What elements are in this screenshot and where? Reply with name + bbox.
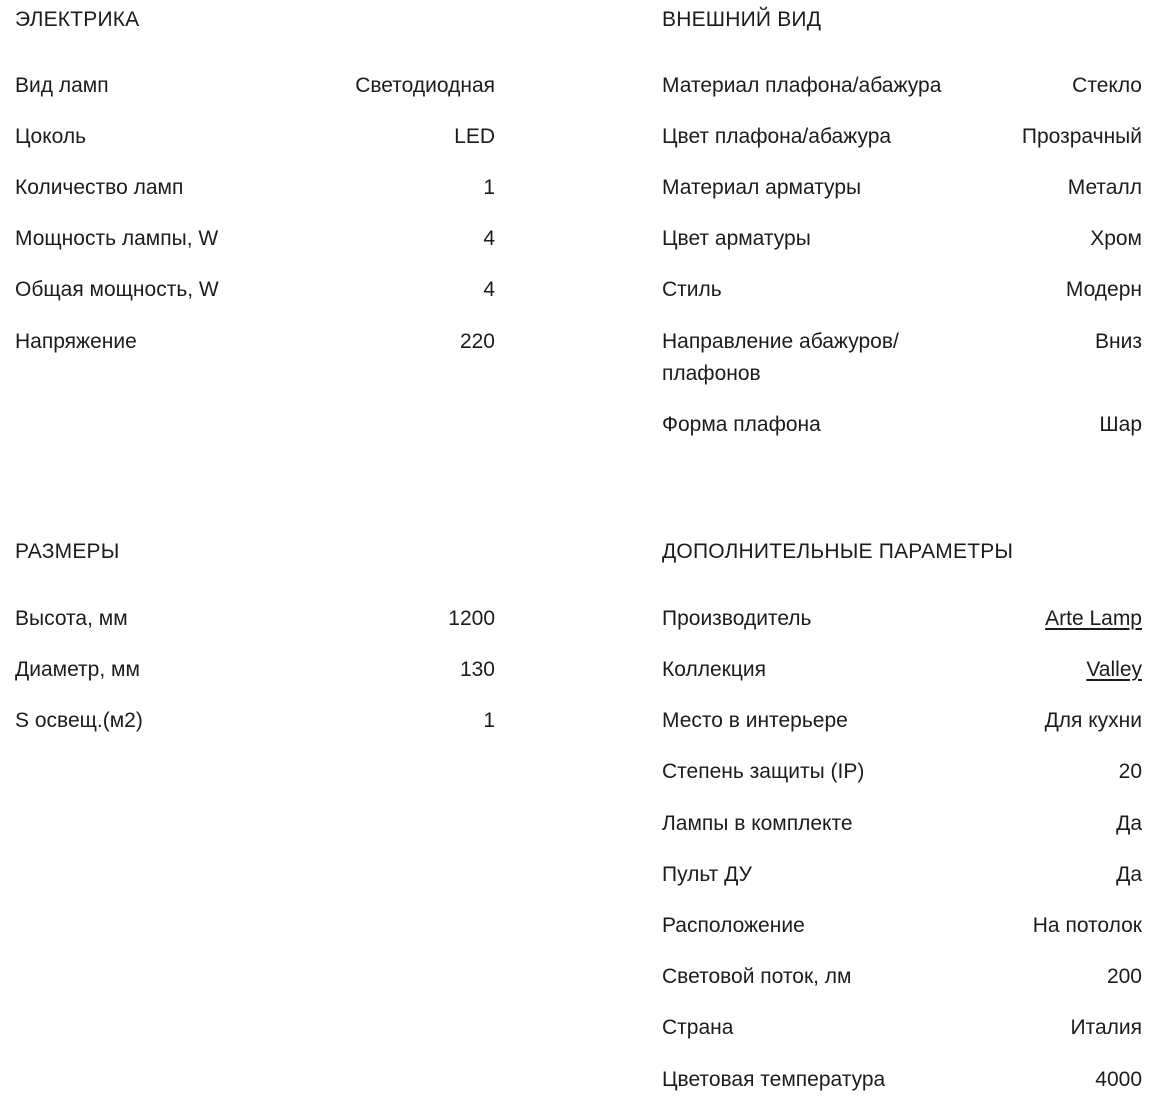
spec-label: Производитель [662,607,812,630]
spec-value: 4 [483,227,495,250]
spec-label: Цвет плафона/абажура [662,125,892,148]
spec-label: Высота, мм [15,607,128,630]
spec-label: Коллекция [662,658,766,681]
spec-label: Напряжение [15,330,137,353]
spec-value: Да [1116,812,1142,835]
spec-value: 200 [1106,965,1142,988]
spec-value: 4 [483,278,495,301]
spec-label: Страна [662,1016,734,1039]
spec-label: Направление абажуров/ плафонов [662,330,899,385]
spec-value: Италия [1070,1016,1142,1039]
spec-label: Цоколь [15,125,87,148]
spec-value: Металл [1067,176,1142,199]
collection-link[interactable]: Valley [1086,658,1142,681]
spec-value: Модерн [1065,278,1142,301]
spec-value: Шар [1099,413,1142,436]
spec-value: Светодиодная [355,74,495,97]
spec-value: 20 [1118,760,1142,783]
spec-value: LED [454,125,495,148]
spec-value: Прозрачный [1021,125,1142,148]
spec-value: Вниз [1095,330,1142,353]
spec-label: Диаметр, мм [15,658,140,681]
spec-label: Мощность лампы, W [15,227,219,250]
section-electrics [15,8,495,368]
spec-value: На потолок [1032,914,1142,937]
spec-label: Расположение [662,914,805,937]
spec-value: 130 [459,658,495,681]
section-title-electrics: ЭЛЕКТРИКА [15,8,140,31]
spec-value: 4000 [1095,1068,1142,1091]
spec-value: 1 [483,176,495,199]
spec-value: 1200 [448,607,495,630]
spec-value: Стекло [1072,74,1142,97]
spec-label: Общая мощность, W [15,278,219,301]
spec-value: Да [1116,863,1142,886]
spec-label: Количество ламп [15,176,184,199]
spec-label: Лампы в комплекте [662,812,853,835]
section-title-extra: ДОПОЛНИТЕЛЬНЫЕ ПАРАМЕТРЫ [662,540,1014,563]
section-title-dimensions: РАЗМЕРЫ [15,540,120,563]
spec-label: Место в интерьере [662,709,848,732]
spec-label: Световой поток, лм [662,965,852,988]
spec-label: Форма плафона [662,413,821,436]
spec-value: 220 [459,330,495,353]
section-appearance [662,8,1142,448]
spec-label: Материал плафона/абажура [662,74,942,97]
spec-label: Стиль [662,278,722,301]
section-title-appearance: ВНЕШНИЙ ВИД [662,8,822,31]
section-extra [662,540,1142,1105]
section-dimensions [15,540,495,740]
spec-label: Вид ламп [15,74,109,97]
spec-label: Цвет арматуры [662,227,811,250]
spec-label: S освещ.(м2) [15,709,143,732]
manufacturer-link[interactable]: Arte Lamp [1045,607,1142,630]
spec-value: 1 [483,709,495,732]
spec-label: Цветовая температура [662,1068,886,1091]
spec-value: Хром [1090,227,1142,250]
spec-value: Для кухни [1044,709,1142,732]
spec-label: Степень защиты (IP) [662,760,865,783]
spec-label: Пульт ДУ [662,863,752,886]
spec-label: Материал арматуры [662,176,862,199]
